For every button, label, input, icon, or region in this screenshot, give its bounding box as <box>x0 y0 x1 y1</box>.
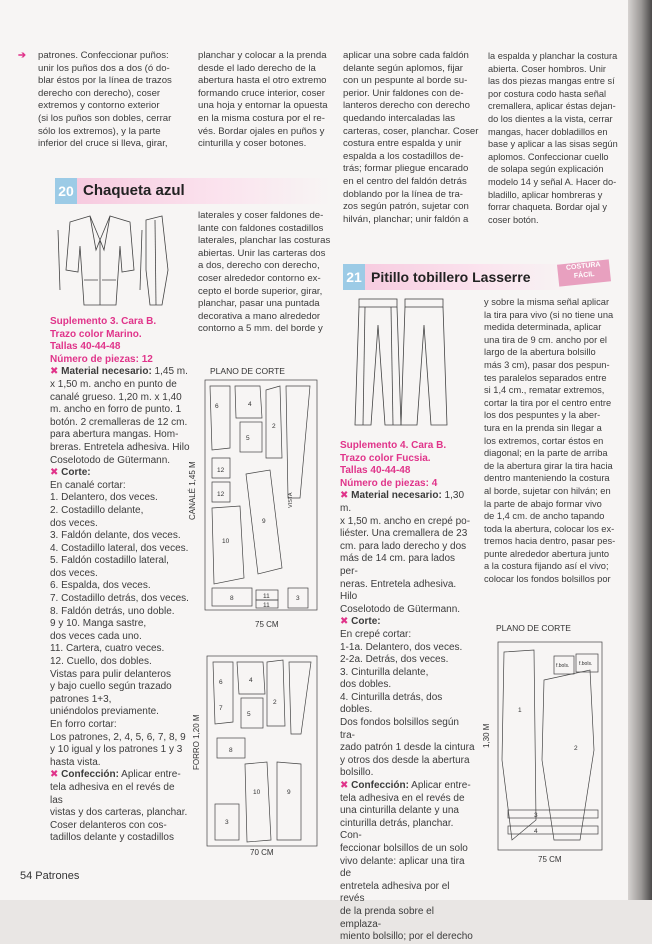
section-21-meta <box>340 440 475 944</box>
text-line: Coselotodo de Gütermann. <box>340 603 461 615</box>
text-line: 7. Costadillo detrás, dos veces. <box>50 593 189 605</box>
text-line: base y aplicar a las sisas según <box>488 139 618 150</box>
text-line: modelo 14 y señal A. Hacer do- <box>488 176 617 187</box>
text-line: 1,45 m. <box>151 366 188 378</box>
text-line: a la costura fijando así el vivo; <box>484 561 609 572</box>
text-line: 1. Delantero, dos veces. <box>50 492 158 504</box>
text-line: dos veces. <box>50 517 98 529</box>
text-line: los extremos, cortar éstos en <box>484 435 604 446</box>
text-line: laterales y coser faldones de- <box>198 210 324 221</box>
text-line: las dos piezas mangas entre sí <box>488 76 615 87</box>
text-line: formando cruce interior, coser <box>198 87 325 99</box>
plano-width-label: 75 CM <box>255 620 279 629</box>
text-line: cinturilla y coser botones. <box>198 138 307 150</box>
text-line: uniéndolos previamente. <box>50 706 159 718</box>
svg-text:6: 6 <box>219 679 223 686</box>
corte-label: Corte: <box>351 616 381 628</box>
section-title: Chaqueta azul <box>83 182 185 199</box>
text-line: patrones. Confeccionar puños: <box>38 50 169 61</box>
trousers-illustration <box>345 295 455 430</box>
confeccion-label: Confección: <box>61 769 119 781</box>
jacket-illustration <box>50 210 170 310</box>
page-footer: 54 Patrones <box>20 870 80 882</box>
text-line: x 1,50 m. ancho en crepé po- <box>340 515 471 527</box>
text-line: coser alrededor contorno ex- <box>198 272 321 284</box>
text-line: m. ancho en forro de punto. 1 <box>50 404 182 416</box>
text-line: Coser delanteros con cos- <box>50 819 167 831</box>
text-line: 3. Cinturilla delante, <box>340 666 429 678</box>
col2-top-text <box>198 50 346 151</box>
text-line: cepto el borde superior, girar, <box>198 285 323 297</box>
svg-text:1: 1 <box>518 707 522 714</box>
svg-text:8: 8 <box>230 595 234 602</box>
text-line: abertura hasta el otro extremo <box>198 75 327 87</box>
svg-text:4: 4 <box>534 828 538 835</box>
section-20-meta <box>50 316 190 845</box>
text-line: trás; formar pliegue encarado <box>343 163 469 175</box>
text-line: Aplicar entre- <box>118 769 181 781</box>
corte-label: Corte: <box>61 467 91 479</box>
text-line: 9 y 10. Manga sastre, <box>50 618 147 630</box>
material-label: Material necesario: <box>351 490 442 502</box>
svg-text:9: 9 <box>287 789 291 796</box>
svg-text:5: 5 <box>246 435 250 442</box>
text-line: tremos hacia dentro, pasar pes- <box>484 536 616 547</box>
text-line: delante según aplomos, fijar <box>343 62 463 74</box>
text-line: hasta vista. <box>50 756 101 768</box>
text-line: 2-2a. Detrás, dos veces. <box>340 654 449 666</box>
plano2-width-label: 70 CM <box>250 848 274 857</box>
text-line: lante con faldones costadillos <box>198 222 324 234</box>
text-line: laterales, planchar las costuras <box>198 235 331 247</box>
text-line: canalé grueso. 1,20 m. x 1,40 <box>50 391 182 403</box>
svg-text:4: 4 <box>248 401 252 408</box>
text-line: liéster. Una cremallera de 23 <box>340 528 468 540</box>
text-line: más 3 cm), pasar dos pespun- <box>484 359 610 370</box>
text-line: derecho con derecho), coser <box>38 87 161 99</box>
text-line: zos según patrón, sujetar con <box>343 201 469 213</box>
text-line: cm. para lado derecho y dos <box>340 540 467 552</box>
text-line: mangas, hacer dobladillos en <box>488 126 608 137</box>
text-line: tela adhesiva en el revés de las <box>50 781 175 806</box>
vista-label: VISTA <box>288 492 294 508</box>
text-line: de la abertura girar la tira hacia <box>484 460 613 471</box>
svg-text:2: 2 <box>574 745 578 752</box>
text-line: los dos pespuntes y la aber- <box>484 410 601 421</box>
text-line: En crepé cortar: <box>340 628 412 640</box>
text-line: una cinturilla delante y una <box>340 805 459 817</box>
section-title: Pitillo tobillero Lasserre <box>371 269 531 285</box>
text-line: punte alrededor abertura junto <box>484 548 610 559</box>
svg-text:9: 9 <box>262 518 266 525</box>
text-line: a dos, derecho con derecho, <box>198 260 320 272</box>
text-line: botón. 2 cremalleras de 12 cm. <box>50 416 188 428</box>
svg-text:12: 12 <box>217 491 225 498</box>
text-line: la tira para vivo (si no tiene una <box>484 309 614 320</box>
svg-text:8: 8 <box>229 747 233 754</box>
svg-text:4: 4 <box>249 677 253 684</box>
text-line: 3. Faldón delante, dos veces. <box>50 530 181 542</box>
text-line: abierta. Coser hombros. Unir <box>488 63 606 74</box>
plano-label: PLANO DE CORTE <box>210 366 285 376</box>
text-line: extremos y contorno exterior <box>38 100 160 112</box>
plano3-label: PLANO DE CORTE <box>496 623 571 633</box>
text-line: colocar los fondos bolsillos por <box>484 574 611 585</box>
arrow-icon: ➔ <box>18 50 27 61</box>
text-line: aplicar una sobre cada faldón <box>343 50 469 61</box>
text-line: cinturilla detrás, planchar. Con- <box>340 817 454 842</box>
text-line: la espalda y planchar la costura <box>488 51 618 61</box>
col1-top-text <box>18 50 188 151</box>
text-line: hilván, planchar; unir faldón a <box>343 213 469 225</box>
text-line: 8. Faldón detrás, uno doble. <box>50 605 175 617</box>
text-line: la parte de abajo formar vivo <box>484 498 602 509</box>
text-line: lanteros derecho con derecho <box>343 100 470 112</box>
text-line: Dos fondos bolsillos según tra- <box>340 717 459 741</box>
text-line: de 1,4 cm. de ancho tapando <box>484 511 605 522</box>
text-line: y sobre la misma señal aplicar <box>484 297 610 307</box>
svg-text:3: 3 <box>225 819 229 826</box>
bullet-icon: ✖ <box>340 490 352 502</box>
text-line: dos veces cada uno. <box>50 630 142 642</box>
text-line: coser botón. <box>488 214 539 225</box>
text-line: aplomos. Confeccionar cuello <box>488 151 609 162</box>
text-line: 4. Costadillo lateral, dos veces. <box>50 542 189 554</box>
text-line: unir los puños dos a dos (ó do- <box>38 62 170 74</box>
text-line: Suplemento 4. Cara B. <box>340 440 447 451</box>
text-line: tes paralelos separados entre <box>484 372 607 383</box>
text-line: de solapa según explicación <box>488 164 604 175</box>
bullet-icon: ✖ <box>50 769 62 781</box>
text-line: tura en la prenda sin llegar a <box>484 422 602 433</box>
text-line: zado patrón 1 desde la cintura <box>340 742 475 754</box>
plano2-side-label: FORRO 1,20 M <box>192 714 201 770</box>
text-line: diagonal; en la parte de arriba <box>484 448 608 459</box>
text-line: largo de la abertura bolsillo <box>484 347 596 358</box>
text-line: (si los puños son dobles, cerrar <box>38 112 172 124</box>
text-line: con un pespunte al borde su- <box>343 75 468 87</box>
text-line: planchar y colocar a la prenda <box>198 50 327 61</box>
text-line: En forro cortar: <box>50 719 117 730</box>
text-line: 5. Faldón costadillo lateral, <box>50 555 169 567</box>
bullet-icon: ✖ <box>340 616 352 628</box>
bullet-icon: ✖ <box>50 366 62 378</box>
text-line: 1-1a. Delantero, dos veces. <box>340 641 463 653</box>
text-line: 2. Costadillo delante, <box>50 504 144 516</box>
text-line: Los patrones, 2, 4, 5, 6, 7, 8, 9 <box>50 731 186 743</box>
text-line: doblando por la línea de tra- <box>343 188 464 200</box>
text-line: dos veces. <box>50 567 98 579</box>
section-number: 21 <box>343 264 365 290</box>
text-line: cremallera, aplicar éstas dejan- <box>488 101 616 112</box>
text-line: vés. Bordar ojales en puños y <box>198 125 325 137</box>
svg-text:3: 3 <box>534 812 538 819</box>
text-line: cortar la tira por el centro entre <box>484 397 612 408</box>
text-line: Suplemento 3. Cara B. <box>50 316 157 327</box>
text-line: contorno a 5 mm. del borde y <box>198 323 323 335</box>
text-line: 4. Cinturilla detrás, dos dobles. <box>340 691 443 716</box>
text-line: y 10 igual y los patrones 1 y 3 <box>50 744 183 756</box>
cutting-layout-2 <box>205 654 320 854</box>
text-line: sólo los extremos), y la parte <box>38 125 161 137</box>
fbols-label: f.bols. <box>579 661 593 667</box>
text-line: y otros dos desde la abertura <box>340 754 470 766</box>
text-line: en el centro del faldón detrás <box>343 175 467 187</box>
text-line: costura entre espalda y unir <box>343 138 462 150</box>
svg-text:3: 3 <box>296 595 300 602</box>
text-line: quedando intercaladas las <box>343 112 456 124</box>
text-line: decorativa a mano alrededor <box>198 310 321 322</box>
text-line: do los dientes a la vista, cerrar <box>488 113 613 124</box>
svg-text:6: 6 <box>215 403 219 410</box>
text-line: miento bolsillo; por el derecho <box>340 931 473 943</box>
text-line: forrar chaqueta. Bordar ojal y <box>488 202 607 213</box>
svg-text:11: 11 <box>263 593 270 600</box>
col4-top-text <box>488 50 618 226</box>
text-line: de la prenda sobre el emplaza- <box>340 905 434 930</box>
text-line: dentro manteniendo la costura <box>484 473 610 484</box>
text-line: tela adhesiva en el revés de <box>340 792 465 804</box>
text-line: blar éstos por la línea de trazos <box>38 75 172 87</box>
col4-mid-text <box>484 296 619 586</box>
text-line: vivo delante: aplicar una tira de <box>340 855 465 880</box>
plano-side-label: CANALÉ 1,45 M <box>188 461 197 520</box>
text-line: 11. Cartera, cuatro veces. <box>50 643 165 655</box>
text-line: dos dobles. <box>340 679 392 691</box>
text-line: vistas y dos carteras, planchar. <box>50 807 188 819</box>
text-line: Número de piezas: 12 <box>50 353 153 365</box>
text-line: Número de piezas: 4 <box>340 477 438 489</box>
confeccion-label: Confección: <box>351 780 409 792</box>
text-line: tadillos delante y costadillos <box>50 832 174 844</box>
text-line: breras. Entretela adhesiva. Hilo <box>50 441 190 453</box>
text-line: Vistas para pulir delanteros <box>50 668 171 680</box>
text-line: una hoja y entornar la opuesta <box>198 100 328 112</box>
cutting-layout-1 <box>200 378 320 618</box>
text-line: Tallas 40-44-48 <box>50 341 121 353</box>
col2-mid-text <box>198 210 338 336</box>
text-line: planchar, pasar una puntada <box>198 298 320 310</box>
text-line: para abertura mangas. Hom- <box>50 429 179 441</box>
text-line: espalda a los costadillos de- <box>343 150 464 162</box>
text-line: una tira de 9 cm. ancho por el <box>484 334 607 345</box>
material-label: Material necesario: <box>61 366 152 378</box>
costura-facil-badge: COSTURA FÁCIL <box>557 259 611 286</box>
text-line: desde el lado derecho de la <box>198 62 316 74</box>
text-line: bladillo, aplicar hombreras y <box>488 189 603 200</box>
text-line: 1,30 m. <box>340 490 465 514</box>
bullet-icon: ✖ <box>340 780 352 792</box>
text-line: medida determinada, aplicar <box>484 322 602 333</box>
text-line: al borde, sujetar con hilván; en <box>484 485 611 496</box>
text-line: Trazo color Fucsia. <box>340 452 431 464</box>
text-line: carteras, coser, planchar. Coser <box>343 125 479 137</box>
svg-text:10: 10 <box>222 538 230 545</box>
text-line: por costura codo hasta señal <box>488 88 606 99</box>
text-line: entretela adhesiva por el revés <box>340 880 450 905</box>
section-21-header <box>343 264 573 290</box>
text-line: más de 14 cm. para lados per- <box>340 553 456 577</box>
text-line: Coselotodo de Gütermann. <box>50 454 171 466</box>
cutting-layout-3 <box>494 640 606 855</box>
plano3-width-label: 75 CM <box>538 855 562 864</box>
text-line: abiertas. Unir las carteras dos <box>198 247 326 259</box>
text-line: inferior del cruce si lleva, girar, <box>38 138 168 150</box>
text-line: Trazo color Marino. <box>50 328 142 340</box>
text-line: Aplicar entre- <box>408 780 471 792</box>
text-line: perior. Unir faldones con de- <box>343 87 464 99</box>
svg-text:10: 10 <box>253 789 261 796</box>
text-line: En canalé cortar: <box>50 479 126 491</box>
section-20-header <box>55 178 330 204</box>
svg-text:7: 7 <box>219 705 223 712</box>
svg-text:2: 2 <box>272 423 276 430</box>
svg-text:11: 11 <box>263 602 270 609</box>
text-line: si 1,4 cm., rematar extremos, <box>484 385 605 396</box>
text-line: 6. Espalda, dos veces. <box>50 580 151 592</box>
page-spine <box>628 0 652 900</box>
text-line: x 1,50 m. ancho en punto de <box>50 378 177 390</box>
svg-text:5: 5 <box>247 711 251 718</box>
text-line: feccionar bolsillos de un solo <box>340 843 468 854</box>
text-line: 12. Cuello, dos dobles. <box>50 656 152 668</box>
text-line: bolsillo. <box>340 767 374 779</box>
text-line: neras. Entretela adhesiva. Hilo <box>340 578 457 603</box>
svg-text:2: 2 <box>273 699 277 706</box>
fbols-label: f.bols. <box>556 663 570 669</box>
plano3-side-label: 1,30 M <box>482 723 491 748</box>
text-line: toda la abertura, colocar los ex- <box>484 523 615 534</box>
text-line: Tallas 40-44-48 <box>340 465 411 477</box>
text-line: en la misma costura por el re- <box>198 112 325 124</box>
section-number: 20 <box>55 178 77 204</box>
col3-top-text <box>343 50 481 226</box>
svg-text:12: 12 <box>217 467 225 474</box>
text-line: y bajo cuello según trazado patrones 1+3, <box>50 681 172 705</box>
bullet-icon: ✖ <box>50 467 62 479</box>
